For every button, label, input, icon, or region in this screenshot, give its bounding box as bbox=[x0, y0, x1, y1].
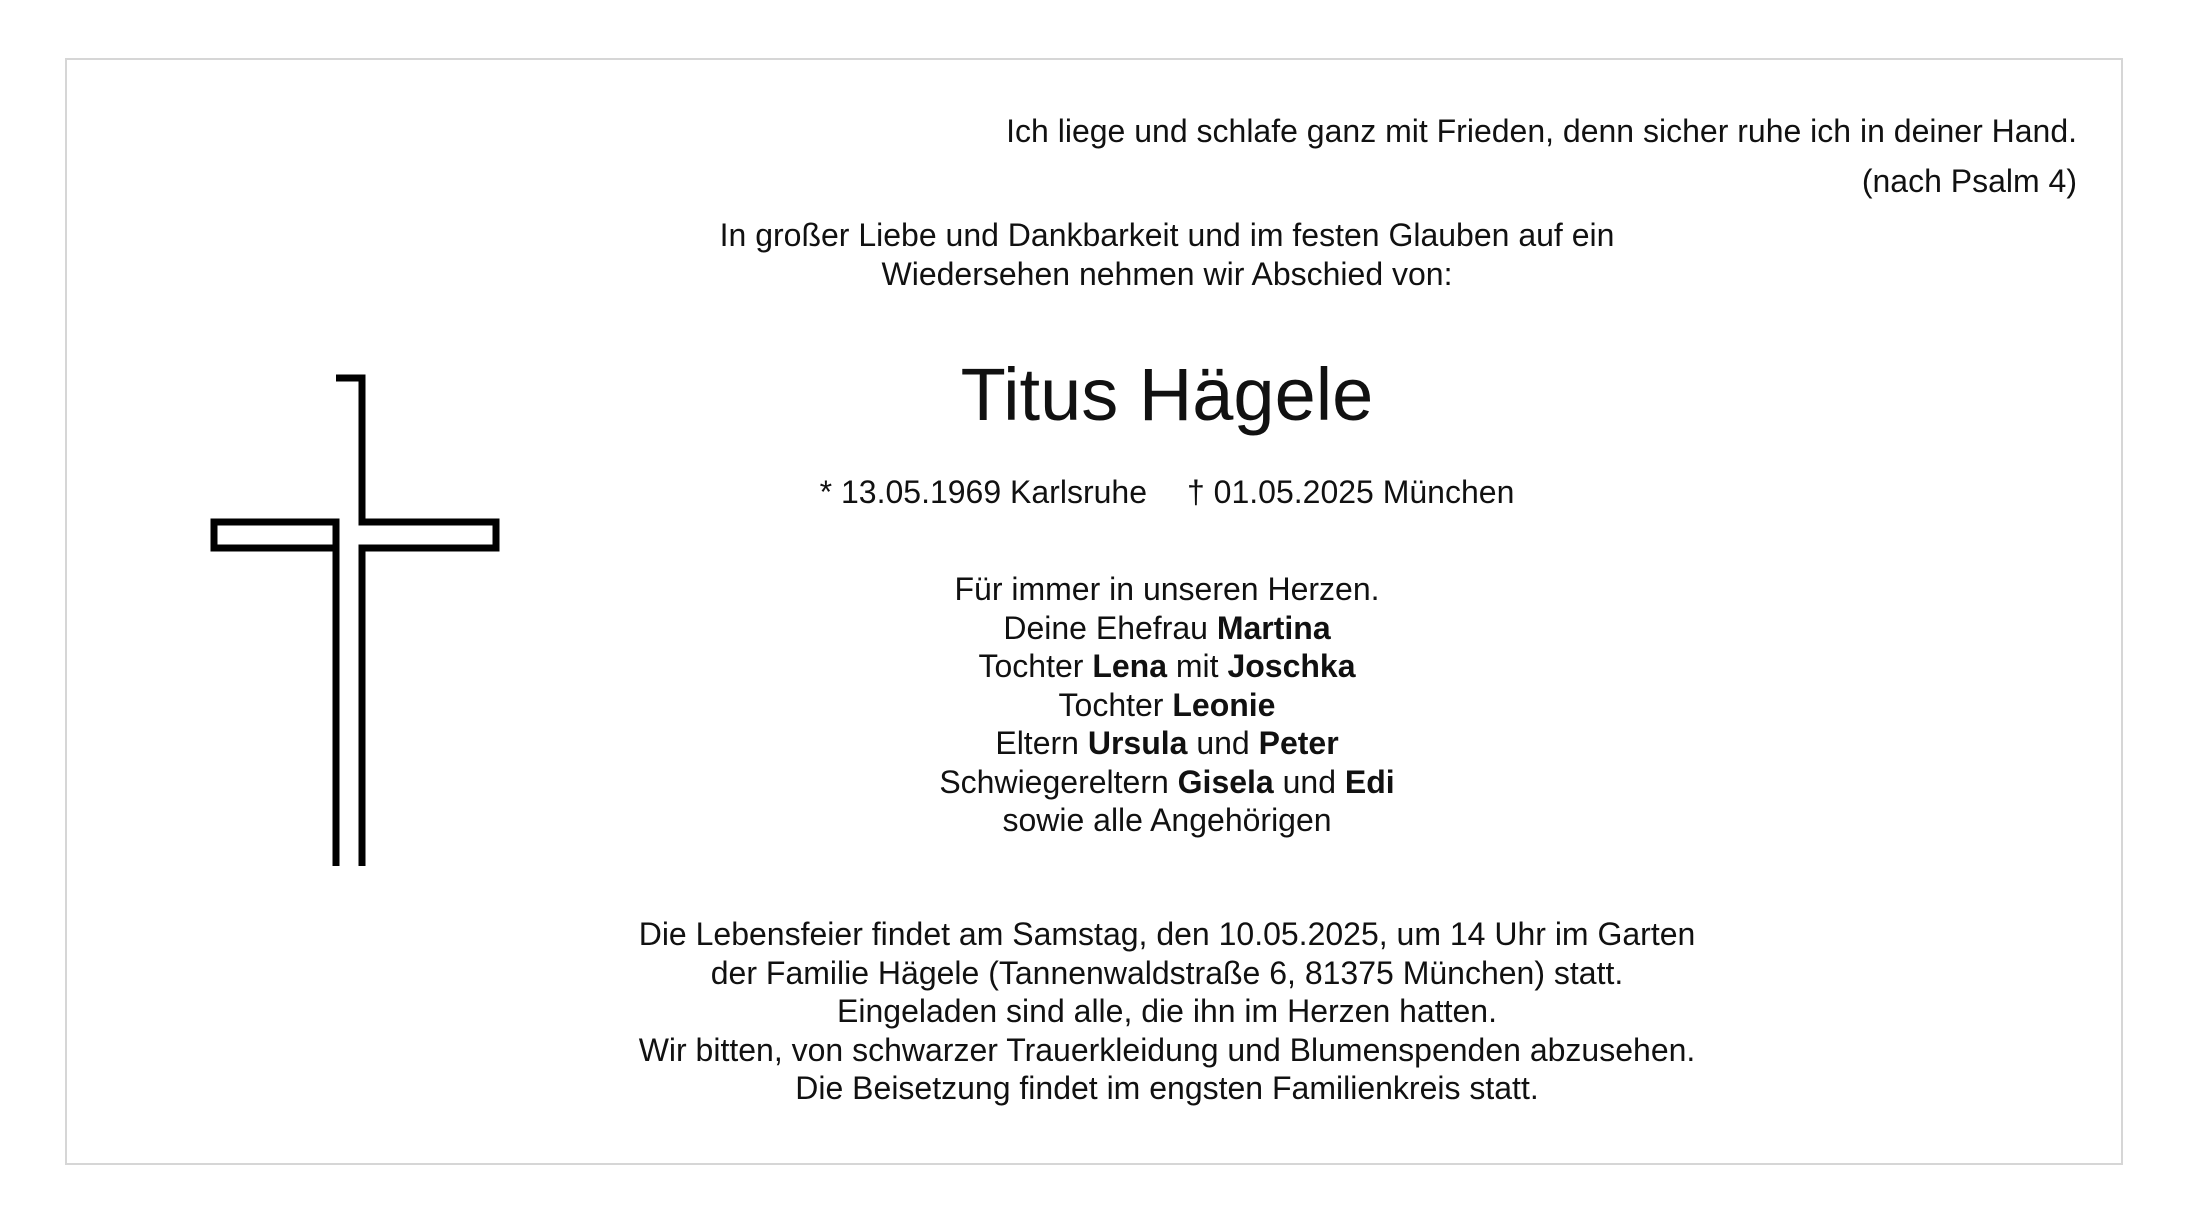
intro-text bbox=[567, 216, 1767, 294]
family-line-wife bbox=[567, 609, 1767, 648]
daughter1-with: mit bbox=[1175, 648, 1219, 684]
wife-name: Martina bbox=[1216, 609, 1331, 646]
parent-2-name: Peter bbox=[1258, 725, 1339, 761]
event-line-5: Die Beisetzung findet im engsten Familienkreis statt. bbox=[795, 1070, 1539, 1106]
event-line-1: Die Lebensfeier findet am Samstag, den 10.05.2025, um 14 Uhr im Garten bbox=[638, 916, 1696, 952]
obituary-card bbox=[65, 58, 2123, 1165]
event-line-2: der Familie Hägele (Tannenwaldstraße 6, 81375 München) statt. bbox=[710, 954, 1624, 991]
daughter2-prefix: Tochter bbox=[1058, 686, 1164, 723]
birth-date: * 13.05.1969 Karlsruhe bbox=[819, 474, 1147, 510]
psalm-quote-block bbox=[1006, 106, 2077, 206]
daughter2-name: Leonie bbox=[1172, 686, 1276, 723]
parents-prefix: Eltern bbox=[995, 725, 1079, 761]
family-line-daughter-2 bbox=[567, 686, 1767, 725]
family-line-closing: sowie alle Angehörigen bbox=[1002, 802, 1332, 838]
family-line-heart: Für immer in unseren Herzen. bbox=[954, 571, 1380, 607]
parents-and: und bbox=[1196, 725, 1250, 761]
family-line-daughter-1 bbox=[567, 647, 1767, 686]
parent-1-name: Ursula bbox=[1087, 725, 1188, 761]
family-line-parents bbox=[567, 724, 1767, 763]
psalm-quote: Ich liege und schlafe ganz mit Frieden, denn sicher ruhe ich in deiner Hand. bbox=[1006, 113, 2077, 149]
inlaws-and: und bbox=[1282, 763, 1336, 800]
intro-line-2: Wiedersehen nehmen wir Abschied von: bbox=[881, 256, 1453, 292]
inlaw-1-name: Gisela bbox=[1177, 763, 1274, 800]
family-line-inlaws bbox=[567, 763, 1767, 802]
ceremony-info bbox=[567, 915, 1767, 1108]
intro-line-1: In großer Liebe und Dankbarkeit und im festen Glauben auf ein bbox=[719, 217, 1615, 253]
daughter1-name: Lena bbox=[1092, 648, 1167, 684]
deceased-name: Titus Hägele bbox=[960, 353, 1374, 436]
event-line-3: Eingeladen sind alle, die ihn im Herzen hatten. bbox=[837, 993, 1497, 1029]
inlaw-2-name: Edi bbox=[1344, 763, 1395, 800]
event-line-4: Wir bitten, von schwarzer Trauerkleidung und Blumenspenden abzusehen. bbox=[638, 1031, 1696, 1068]
death-date: † 01.05.2025 München bbox=[1186, 474, 1515, 510]
life-dates bbox=[567, 467, 1767, 517]
family-list bbox=[567, 570, 1767, 840]
daughter1-prefix: Tochter bbox=[978, 648, 1084, 684]
cross-icon bbox=[210, 374, 500, 871]
wife-prefix: Deine Ehefrau bbox=[1003, 609, 1208, 646]
inlaws-prefix: Schwiegereltern bbox=[939, 763, 1169, 800]
daughter1-partner: Joschka bbox=[1227, 648, 1356, 684]
psalm-source: (nach Psalm 4) bbox=[1861, 163, 2077, 199]
